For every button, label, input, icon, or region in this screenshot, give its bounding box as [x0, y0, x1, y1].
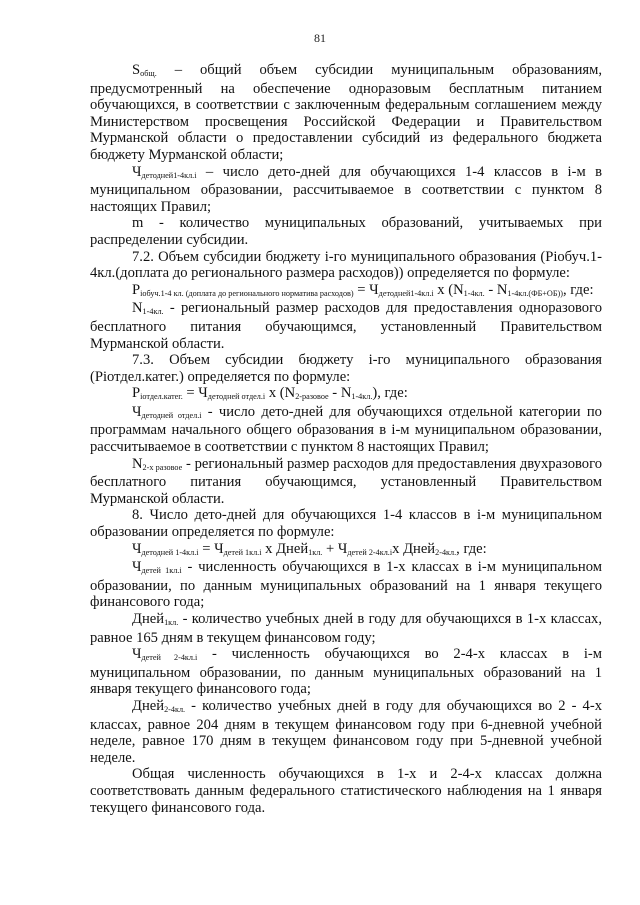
paragraph-m-definition: m - количество муниципальных образований, учитываемых при распределении субсидии. — [90, 215, 602, 248]
paragraph-children-2-4kl-definition: Чдетей 2-4кл.i - численность обучающихся во 2-4-х классах в i-м муниципальном образовании, по данным муниципальных образований на 1 января текущего финансового года; — [90, 646, 602, 698]
paragraph-child-days-special-definition: Чдетодней отдел.i - число дето-дней для обучающихся отдельной категории по программам начального общего образования в i-м муниципальном образовании, рассчитываемое в соответствии с пунктом 8 настоящих Правил; — [90, 403, 602, 456]
paragraph-7-2: 7.2. Объем субсидии бюджету i-го муниципального образования (Piобуч.1-4кл.(доплата до регионального размера расходов)) определяется по формуле: — [90, 248, 602, 282]
formula-7-2: Piобуч.1-4 кл. (доплата до регионального норматива расходов) = Чдетодней1-4кл.i x (N1-4кл. - N1-4кл.(ФБ+ОБ)), где: — [132, 281, 594, 298]
formula-7-3: Piотдел.катег. = Чдетодней отдел.i x (N2-разовое - N1-4кл.), где: — [132, 385, 408, 402]
paragraph-days-2-4kl-definition: Дней2-4кл. - количество учебных дней в году для обучающихся во 2 - 4-х классах, равное 204 дням в текущем финансовом году при 6-дневной учебной неделе, равное 170 дням в текущем финансовом году при 5-дневной учебной неделе. — [90, 697, 602, 766]
paragraph-s-total-definition: Sобщ. – общий объем субсидии муниципальным образованиям, предусмотренный на обеспечение одноразовым бесплатным питанием обучающихся, в соответствии с заключенным федеральным соглашением между Министерством просвещения Российской Федерации и Правительством Мурманской области о предоставлении субсидий из федерального бюджета бюджету Мурманской области; — [90, 62, 602, 163]
paragraph-child-days-definition: Чдетодней1-4кл.i – число дето-дней для обучающихся 1-4 классов в i-м в муниципальном образовании, рассчитываемое в соответствии с пунктом 8 настоящих Правил; — [90, 163, 602, 215]
document-body — [90, 62, 602, 816]
formula-8: Чдетодней 1-4кл.i = Чдетей 1кл.i x Дней1кл. + Чдетей 2-4кл.ix Дней2-4кл., где: — [132, 540, 487, 557]
paragraph-n1-4-definition: N1-4кл. - региональный размер расходов для предоставления одноразового бесплатного питания обучающимся, установленный Правительством Мурманской области. — [90, 300, 602, 352]
paragraph-children-1kl-definition: Чдетей 1кл.i - численность обучающихся в 1-х классах в i-м муниципальном образовании, по данным муниципальных образований на 1 января текущего финансового года; — [90, 559, 602, 611]
page-number: 81 — [314, 31, 326, 45]
paragraph-total-students: Общая численность обучающихся в 1-х и 2-4-х классах должна соответствовать данным федерального статистического наблюдения на 1 января текущего финансового года. — [90, 766, 602, 816]
paragraph-7-3: 7.3. Объем субсидии бюджету i-го муниципального образования (Piотдел.катег.) определяется по формуле: — [90, 352, 602, 385]
paragraph-8: 8. Число дето-дней для обучающихся 1-4 классов в i-м муниципальном образовании определяется по формуле: — [90, 507, 602, 541]
paragraph-days-1kl-definition: Дней1кл. - количество учебных дней в году для обучающихся в 1-х классах, равное 165 дням в текущем финансовом году; — [90, 611, 602, 646]
paragraph-n2-definition: N2-х разовое - региональный размер расходов для предоставления двухразового бесплатного питания обучающимся, установленный Правительством Мурманской области. — [90, 455, 603, 507]
